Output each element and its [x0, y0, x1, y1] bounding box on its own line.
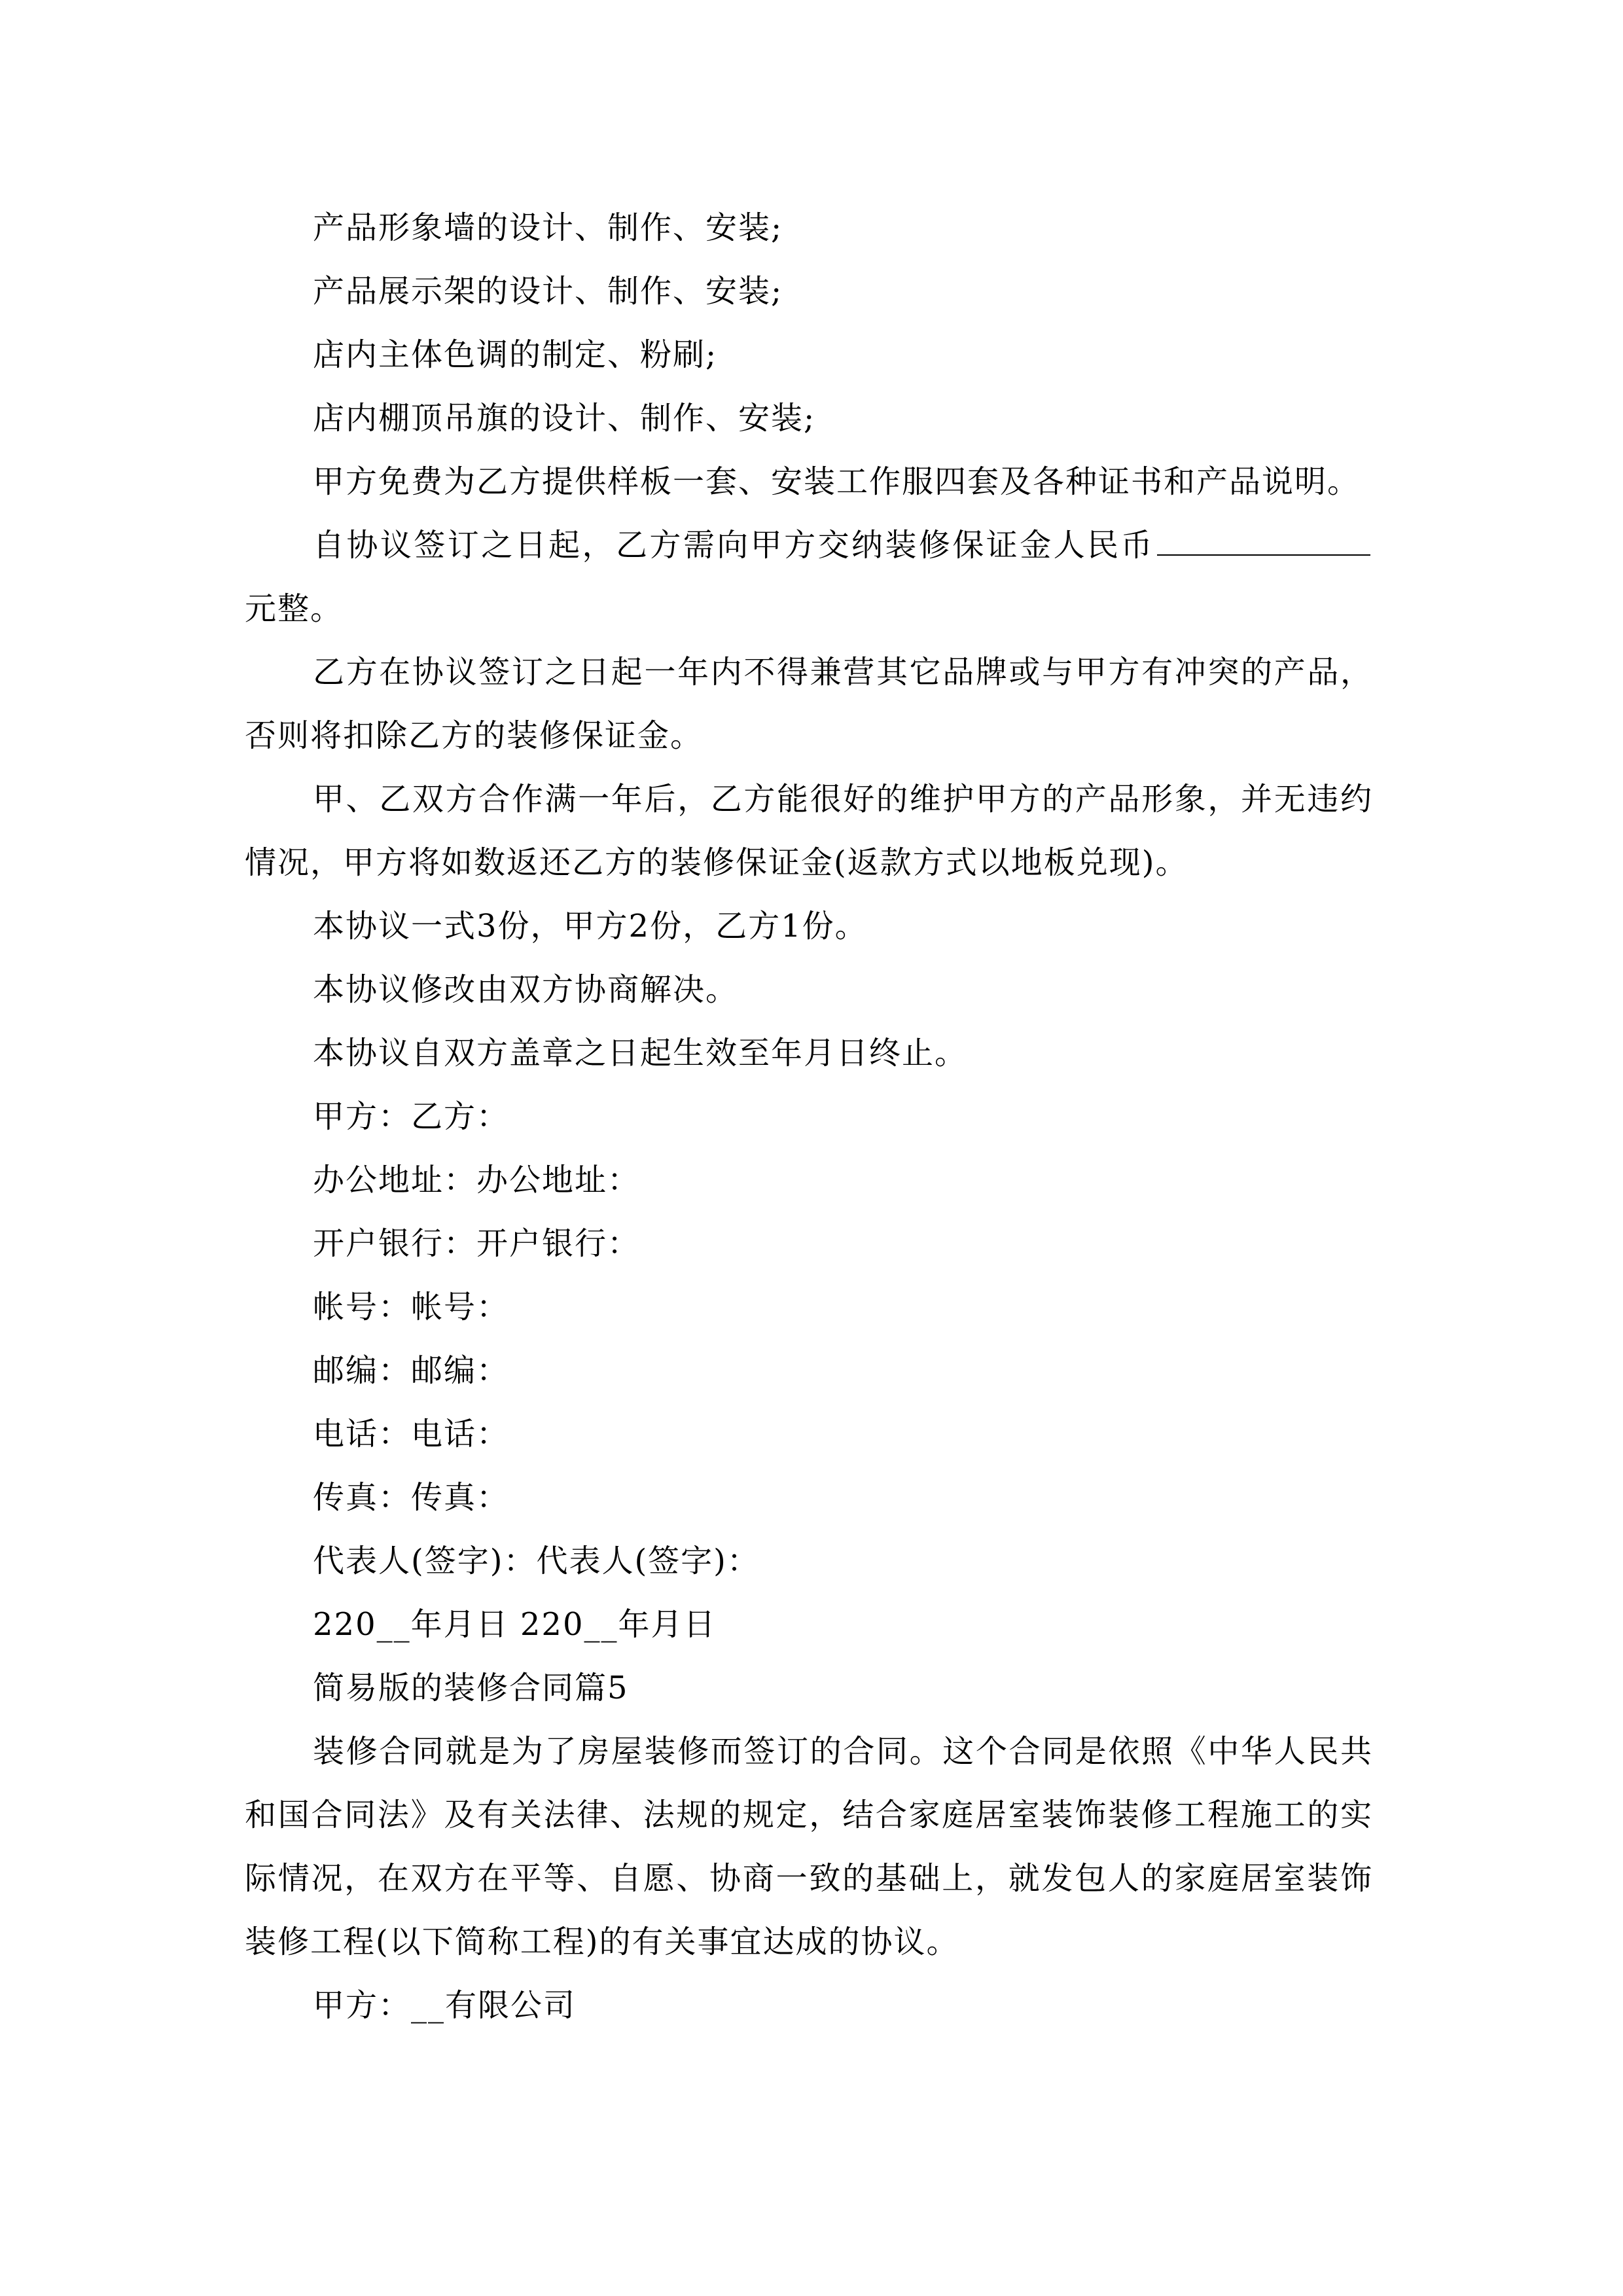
paragraph-display-rack: 产品展示架的设计、制作、安装; — [313, 273, 783, 310]
paragraph-contract-intro: 装修合同就是为了房屋装修而签订的合同。这个合同是依照《中华人民共和国合同法》及有关法律、法规的规定，结合家庭居室装饰装修工程施工的实际情况，在双方在平等、自愿、协商一致的基础上，就发包人的家庭居室装饰装修工程(以下简称工程)的有关事宜达成的协议。 — [245, 1733, 1373, 1960]
paragraph-effective-date: 本协议自双方盖章之日起生效至年月日终止。 — [313, 1035, 968, 1071]
paragraph-deposit — [245, 514, 1373, 641]
field-fax: 传真：传真： — [313, 1479, 510, 1516]
field-office-address: 办公地址：办公地址： — [313, 1162, 641, 1198]
paragraph-wall-design: 产品形象墙的设计、制作、安装; — [313, 209, 783, 246]
field-representative: 代表人(签字)：代表人(签字)： — [313, 1543, 760, 1579]
field-bank: 开户银行：开户银行： — [313, 1225, 641, 1262]
field-parties: 甲方：乙方： — [313, 1098, 510, 1135]
field-phone: 电话：电话： — [313, 1416, 510, 1452]
section-heading: 简易版的装修合同篇5 — [313, 1670, 629, 1706]
field-dates: 220__年月日 220__年月日 — [313, 1606, 717, 1643]
deposit-amount-blank — [1157, 528, 1370, 556]
deposit-text: 自协议签订之日起，乙方需向甲方交纳装修保证金人民币 — [313, 527, 1154, 564]
deposit-suffix: 元整。 — [245, 590, 344, 627]
document-body — [245, 196, 1373, 2037]
field-postcode: 邮编：邮编： — [313, 1352, 510, 1389]
paragraph-amendment: 本协议修改由双方协商解决。 — [313, 971, 739, 1008]
paragraph-color-tone: 店内主体色调的制定、粉刷; — [313, 336, 718, 373]
paragraph-deposit-return: 甲、乙双方合作满一年后，乙方能很好的维护甲方的产品形象，并无违约情况，甲方将如数返还乙方的装修保证金(返款方式以地板兑现)。 — [245, 781, 1373, 881]
paragraph-free-samples: 甲方免费为乙方提供样板一套、安装工作服四套及各种证书和产品说明。 — [313, 463, 1361, 500]
field-party-a-company: 甲方：__有限公司 — [313, 1987, 577, 2024]
paragraph-ceiling-flag: 店内棚顶吊旗的设计、制作、安装; — [313, 400, 816, 437]
paragraph-copies: 本协议一式3份，甲方2份，乙方1份。 — [313, 908, 868, 944]
field-account: 帐号：帐号： — [313, 1289, 510, 1325]
paragraph-no-competing-brands: 乙方在协议签订之日起一年内不得兼营其它品牌或与甲方有冲突的产品，否则将扣除乙方的装修保证金。 — [245, 654, 1373, 754]
